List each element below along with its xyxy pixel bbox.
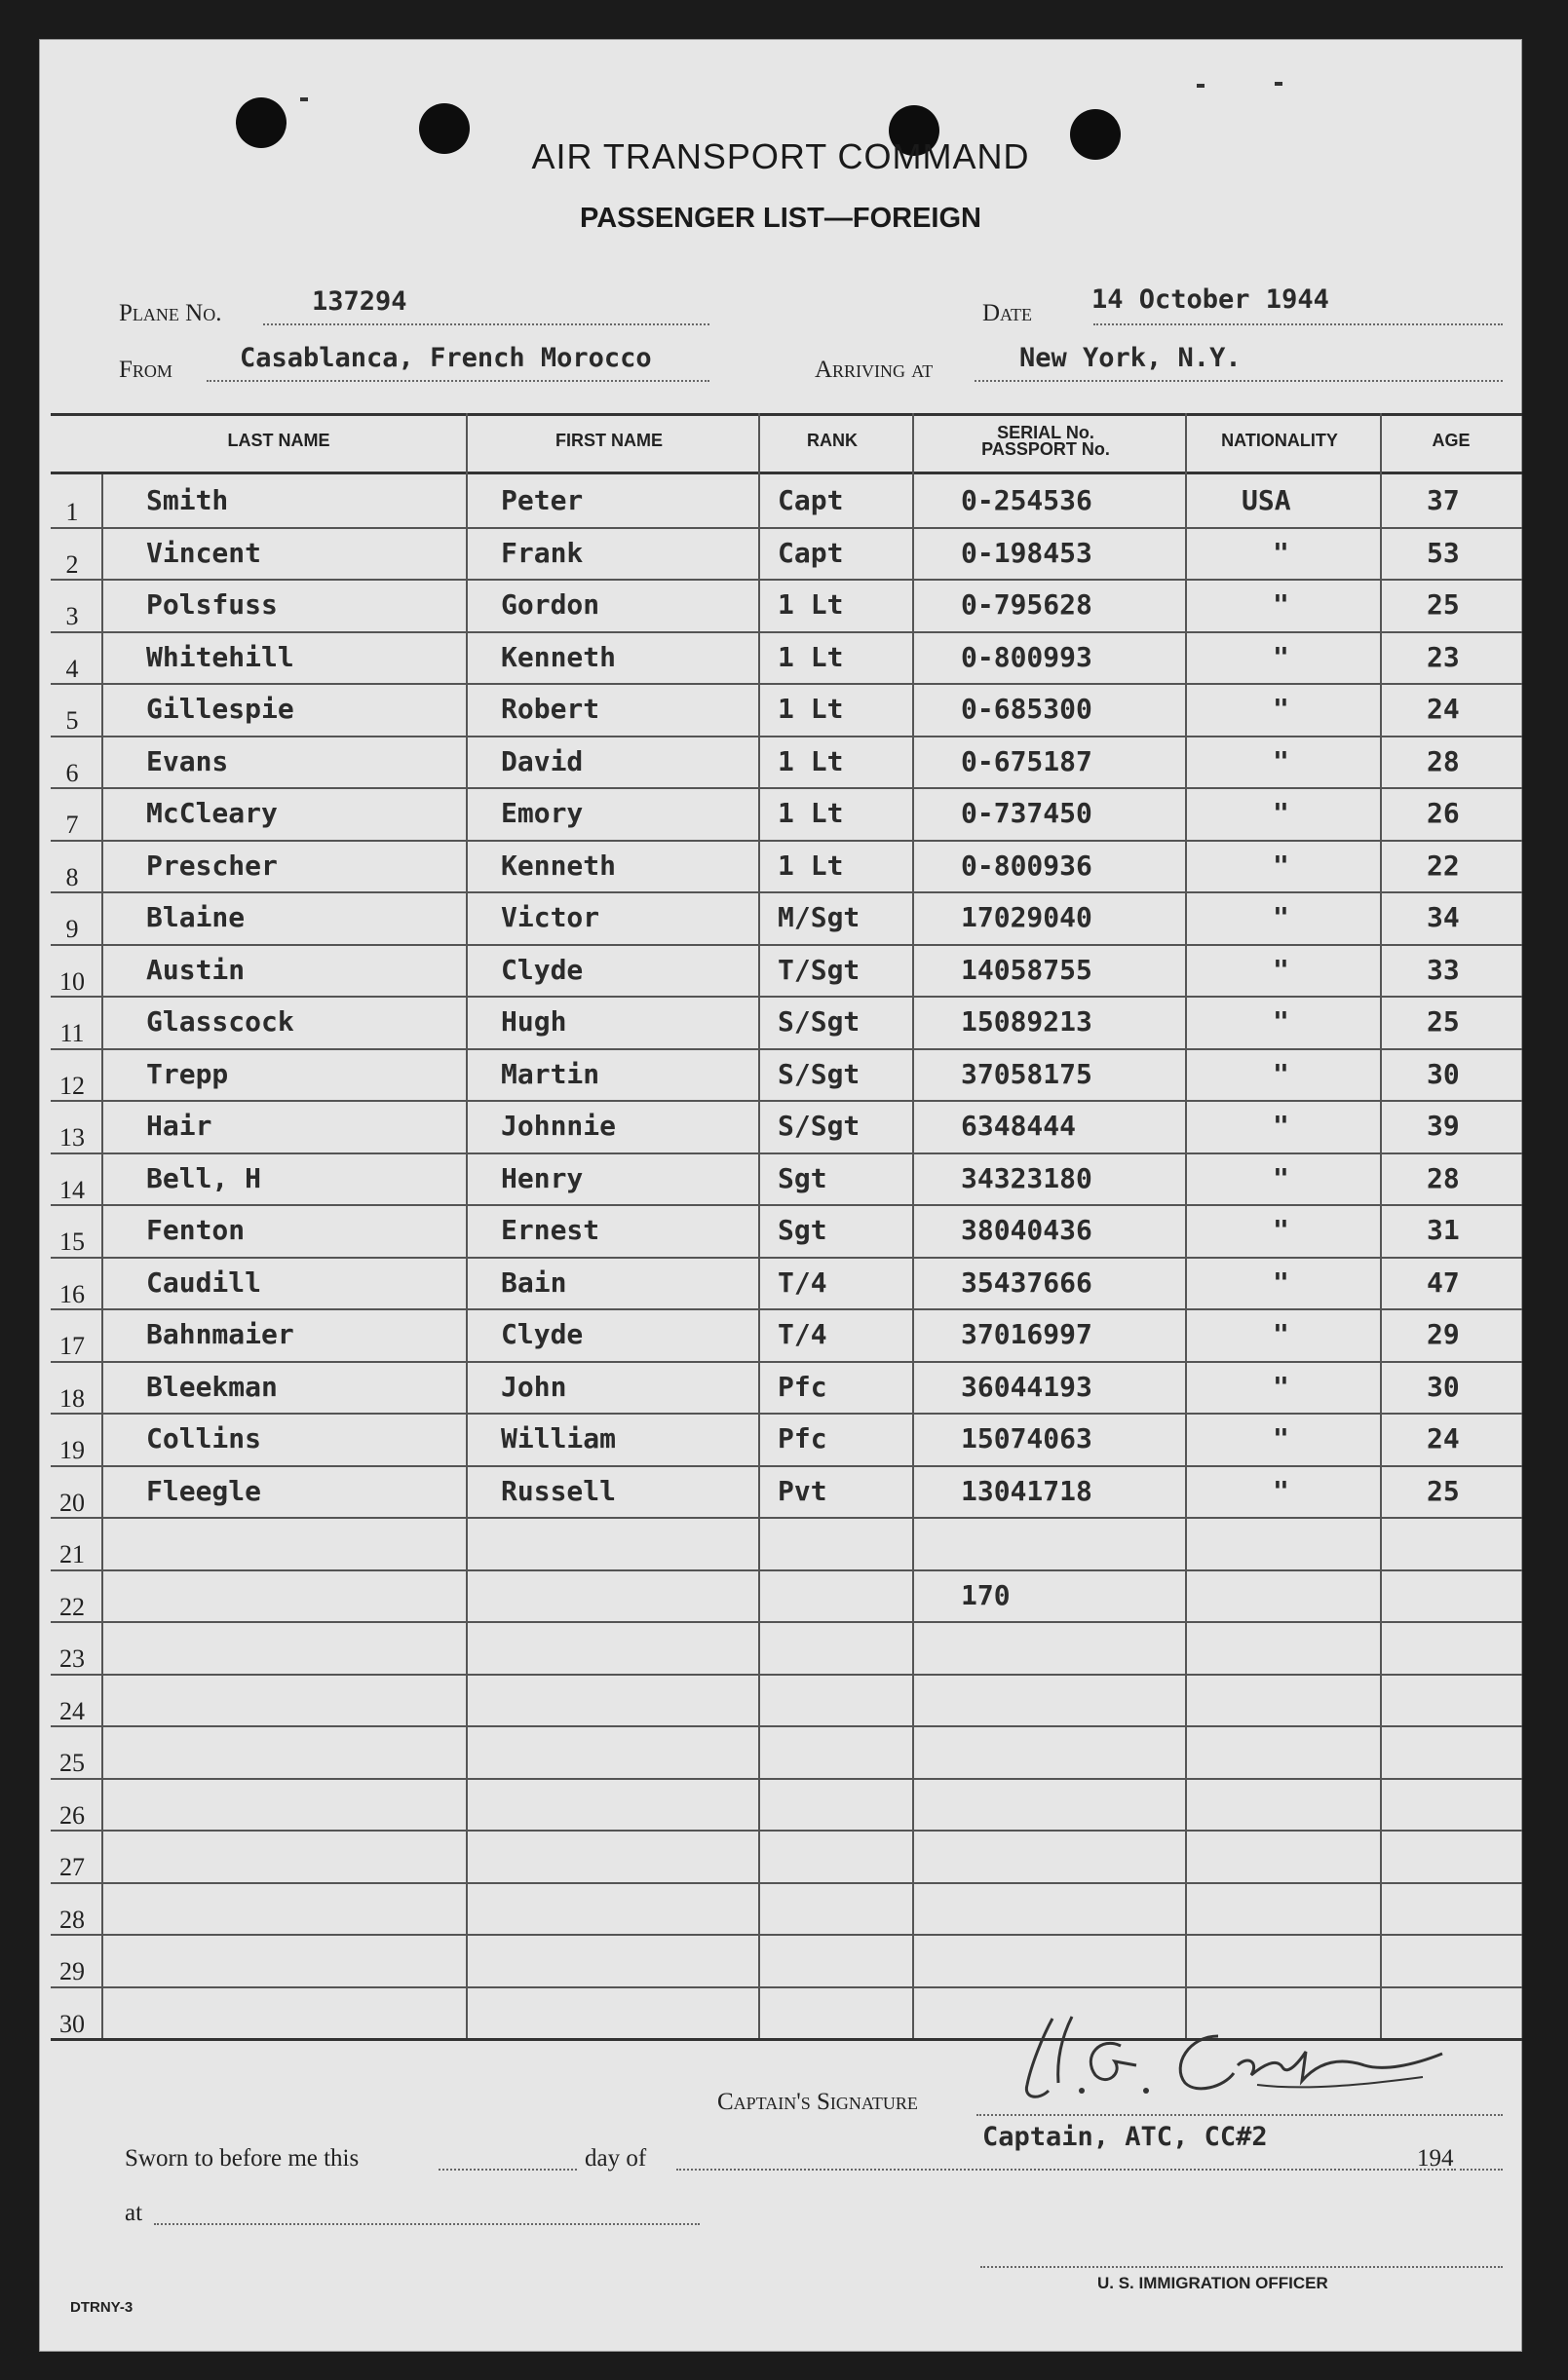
first-name-cell: Clyde (501, 1318, 584, 1350)
row-divider (51, 683, 1522, 685)
from-dotted-line (207, 380, 709, 382)
captain-signature-label: Captain's Signature (717, 2089, 918, 2115)
col-header-passport: PASSPORT No. (981, 439, 1110, 459)
last-name-cell: Gillespie (146, 693, 294, 725)
nationality-cell: " (1273, 744, 1289, 777)
serial-cell: 15074063 (961, 1422, 1092, 1454)
serial-cell: 170 (961, 1578, 1011, 1611)
row-number: 12 (59, 1071, 85, 1100)
row-number: 3 (65, 602, 79, 630)
nationality-cell: " (1273, 1474, 1289, 1507)
serial-cell: 38040436 (961, 1214, 1092, 1246)
row-number: 4 (65, 654, 79, 683)
row-divider (51, 1517, 1522, 1519)
officer-signature-line (980, 2266, 1503, 2268)
captain-title: Captain, ATC, CC#2 (982, 2122, 1268, 2152)
serial-cell: 15089213 (961, 1005, 1092, 1038)
rank-cell: Pfc (778, 1370, 827, 1403)
rank-cell: T/4 (778, 1318, 827, 1350)
arriving-label: Arriving at (815, 357, 934, 383)
last-name-cell: Trepp (146, 1057, 229, 1090)
first-name-cell: Gordon (501, 588, 600, 621)
row-divider (51, 996, 1522, 998)
rank-cell: S/Sgt (778, 1110, 860, 1142)
last-name-cell: Whitehill (146, 640, 294, 673)
last-name-cell: Polsfuss (146, 588, 278, 621)
serial-cell: 0-254536 (961, 484, 1092, 516)
row-number: 2 (65, 549, 79, 579)
rank-cell: 1 Lt (778, 588, 844, 621)
row-divider (51, 1048, 1522, 1050)
date-value: 14 October 1944 (1091, 284, 1329, 315)
row-divider (51, 1674, 1522, 1676)
rank-cell: Capt (778, 536, 844, 569)
row-divider (51, 1934, 1522, 1936)
serial-cell: 0-737450 (961, 797, 1092, 829)
sworn-text: Sworn to before me this (125, 2145, 360, 2172)
nationality-cell: " (1273, 901, 1289, 933)
first-name-cell: Kenneth (501, 640, 617, 673)
serial-cell: 13041718 (961, 1474, 1092, 1507)
row-number: 20 (59, 1488, 85, 1517)
document-subtitle: PASSENGER LIST—FOREIGN (580, 203, 981, 234)
row-number: 29 (59, 1957, 85, 1985)
row-divider (51, 891, 1522, 893)
last-name-cell: Glasscock (146, 1005, 294, 1038)
nationality-cell: " (1273, 953, 1289, 986)
first-name-cell: Clyde (501, 953, 584, 986)
table-row (51, 1778, 1522, 1831)
age-cell: 24 (1427, 1422, 1460, 1454)
from-label: From (119, 357, 172, 383)
last-name-cell: Caudill (146, 1266, 262, 1299)
row-number: 21 (59, 1540, 85, 1568)
row-number: 7 (65, 811, 79, 839)
row-divider (51, 1361, 1522, 1363)
officer-label: U. S. IMMIGRATION OFFICER (1097, 2274, 1328, 2292)
first-name-cell: Frank (501, 536, 584, 569)
plane-dotted-line (263, 323, 709, 325)
row-divider (51, 787, 1522, 789)
table-row (51, 1621, 1522, 1674)
age-cell: 39 (1427, 1110, 1460, 1142)
arriving-dotted-line (975, 380, 1503, 382)
row-divider (51, 1725, 1522, 1727)
row-divider (51, 1986, 1522, 1988)
day-of-text: day of (585, 2145, 647, 2172)
age-cell: 28 (1427, 1161, 1460, 1194)
row-divider (51, 1204, 1522, 1206)
age-cell: 24 (1427, 693, 1460, 725)
document-sheet (39, 39, 1522, 2352)
row-divider (51, 1413, 1522, 1415)
age-cell: 23 (1427, 640, 1460, 673)
age-cell: 25 (1427, 588, 1460, 621)
serial-cell: 36044193 (961, 1370, 1092, 1403)
age-cell: 22 (1427, 849, 1460, 882)
table-row (51, 1934, 1522, 1986)
rank-cell: Capt (778, 484, 844, 516)
nationality-cell: " (1273, 1110, 1289, 1142)
row-number: 23 (59, 1644, 85, 1673)
age-cell: 31 (1427, 1214, 1460, 1246)
serial-cell: 0-800993 (961, 640, 1092, 673)
first-name-cell: Robert (501, 693, 600, 725)
row-number: 26 (59, 1800, 85, 1830)
captain-signature-line (976, 2114, 1503, 2116)
at-label: at (125, 2200, 143, 2226)
last-name-cell: Blaine (146, 901, 246, 933)
at-line (154, 2223, 700, 2225)
rank-cell: T/Sgt (778, 953, 860, 986)
col-header-last-name: LAST NAME (227, 431, 330, 450)
row-number: 15 (59, 1228, 85, 1256)
table-row (51, 1882, 1522, 1935)
row-number: 27 (59, 1853, 85, 1881)
last-name-cell: Vincent (146, 536, 262, 569)
table-row (51, 1725, 1522, 1778)
nationality-cell: " (1273, 588, 1289, 621)
col-header-serial: SERIAL No. (997, 423, 1094, 442)
last-name-cell: Fenton (146, 1214, 246, 1246)
row-number: 10 (59, 966, 85, 996)
nationality-cell: USA (1242, 484, 1291, 516)
last-name-cell: Bell, H (146, 1161, 262, 1194)
first-name-cell: Hugh (501, 1005, 567, 1038)
nationality-cell: " (1273, 1161, 1289, 1194)
row-divider (51, 527, 1522, 529)
year-line (1460, 2169, 1503, 2171)
rank-cell: Sgt (778, 1161, 827, 1194)
row-divider (51, 631, 1522, 633)
first-name-cell: Russell (501, 1474, 617, 1507)
age-cell: 30 (1427, 1370, 1460, 1403)
serial-cell: 14058755 (961, 953, 1092, 986)
row-number: 28 (59, 1905, 85, 1934)
from-value: Casablanca, French Morocco (240, 343, 652, 373)
age-cell: 25 (1427, 1474, 1460, 1507)
sworn-month-line (676, 2169, 1456, 2171)
arriving-value: New York, N.Y. (1019, 343, 1242, 373)
row-divider (51, 1257, 1522, 1259)
nationality-cell: " (1273, 1370, 1289, 1403)
first-name-cell: Henry (501, 1161, 584, 1194)
row-divider (51, 1621, 1522, 1623)
serial-cell: 0-675187 (961, 744, 1092, 777)
row-number: 18 (59, 1383, 85, 1413)
row-divider (51, 1882, 1522, 1884)
serial-cell: 0-800936 (961, 849, 1092, 882)
row-number: 9 (65, 915, 79, 943)
last-name-cell: Bleekman (146, 1370, 278, 1403)
row-number: 5 (65, 706, 79, 735)
nationality-cell: " (1273, 640, 1289, 673)
row-divider (51, 1465, 1522, 1467)
serial-cell: 6348444 (961, 1110, 1077, 1142)
row-divider (51, 1100, 1522, 1102)
row-number: 6 (65, 758, 79, 787)
row-number: 13 (59, 1123, 85, 1152)
table-top-border (51, 413, 1522, 416)
row-number: 17 (59, 1332, 85, 1360)
row-divider (51, 1830, 1522, 1832)
last-name-cell: Smith (146, 484, 229, 516)
last-name-cell: Evans (146, 744, 229, 777)
rank-cell: 1 Lt (778, 797, 844, 829)
row-number: 22 (59, 1592, 85, 1621)
row-number: 8 (65, 862, 79, 891)
first-name-cell: David (501, 744, 584, 777)
last-name-cell: Austin (146, 953, 246, 986)
date-label: Date (982, 300, 1033, 326)
age-cell: 53 (1427, 536, 1460, 569)
serial-cell: 17029040 (961, 901, 1092, 933)
age-cell: 33 (1427, 953, 1460, 986)
nationality-cell: " (1273, 1005, 1289, 1038)
col-header-rank: RANK (807, 431, 858, 450)
sworn-day-line (439, 2169, 577, 2171)
nationality-cell: " (1273, 1214, 1289, 1246)
first-name-cell: Johnnie (501, 1110, 617, 1142)
rank-cell: Pfc (778, 1422, 827, 1454)
rank-cell: 1 Lt (778, 693, 844, 725)
row-number: 1 (65, 498, 79, 526)
row-divider (51, 1152, 1522, 1154)
first-name-cell: Peter (501, 484, 584, 516)
row-divider (51, 944, 1522, 946)
date-dotted-line (1093, 323, 1503, 325)
row-divider (51, 736, 1522, 737)
first-name-cell: Bain (501, 1266, 567, 1299)
age-cell: 37 (1427, 484, 1460, 516)
form-id: DTRNY-3 (70, 2299, 134, 2316)
last-name-cell: McCleary (146, 797, 278, 829)
first-name-cell: Martin (501, 1057, 600, 1090)
row-divider (51, 1569, 1522, 1571)
col-header-nationality: NATIONALITY (1221, 431, 1338, 450)
rank-cell: Pvt (778, 1474, 827, 1507)
serial-cell: 37058175 (961, 1057, 1092, 1090)
age-cell: 29 (1427, 1318, 1460, 1350)
row-number: 30 (59, 2009, 85, 2038)
year-text: 194 (1417, 2145, 1454, 2172)
row-divider (51, 579, 1522, 581)
col-header-first-name: FIRST NAME (555, 431, 663, 450)
first-name-cell: Kenneth (501, 849, 617, 882)
serial-cell: 37016997 (961, 1318, 1092, 1350)
row-number: 19 (59, 1436, 85, 1464)
row-number: 16 (59, 1279, 85, 1308)
age-cell: 26 (1427, 797, 1460, 829)
age-cell: 34 (1427, 901, 1460, 933)
nationality-cell: " (1273, 1057, 1289, 1090)
row-divider (51, 1308, 1522, 1310)
age-cell: 25 (1427, 1005, 1460, 1038)
captain-signature (1013, 1997, 1472, 2104)
table-row (51, 1517, 1522, 1569)
nationality-cell: " (1273, 797, 1289, 829)
age-cell: 47 (1427, 1266, 1460, 1299)
table-row (51, 1569, 1522, 1622)
col-header-age: AGE (1432, 431, 1471, 450)
rank-cell: 1 Lt (778, 640, 844, 673)
rank-cell: T/4 (778, 1266, 827, 1299)
row-divider (51, 840, 1522, 842)
last-name-cell: Collins (146, 1422, 262, 1454)
first-name-cell: Ernest (501, 1214, 600, 1246)
serial-cell: 34323180 (961, 1161, 1092, 1194)
serial-cell: 35437666 (961, 1266, 1092, 1299)
row-number: 14 (59, 1175, 85, 1204)
last-name-cell: Fleegle (146, 1474, 262, 1507)
plane-label: Plane No. (119, 300, 222, 326)
nationality-cell: " (1273, 1318, 1289, 1350)
row-number: 25 (59, 1749, 85, 1777)
serial-cell: 0-685300 (961, 693, 1092, 725)
row-divider (51, 1778, 1522, 1780)
first-name-cell: Victor (501, 901, 600, 933)
table-row (51, 1830, 1522, 1882)
rank-cell: S/Sgt (778, 1005, 860, 1038)
row-number: 24 (59, 1696, 85, 1725)
table-row (51, 1674, 1522, 1726)
serial-cell: 0-198453 (961, 536, 1092, 569)
age-cell: 28 (1427, 744, 1460, 777)
nationality-cell: " (1273, 849, 1289, 882)
row-number: 11 (59, 1019, 85, 1047)
nationality-cell: " (1273, 536, 1289, 569)
nationality-cell: " (1273, 1422, 1289, 1454)
rank-cell: M/Sgt (778, 901, 860, 933)
first-name-cell: Emory (501, 797, 584, 829)
age-cell: 30 (1427, 1057, 1460, 1090)
rank-cell: 1 Lt (778, 744, 844, 777)
plane-value: 137294 (312, 286, 407, 317)
last-name-cell: Prescher (146, 849, 278, 882)
document-title: AIR TRANSPORT COMMAND (531, 136, 1030, 176)
last-name-cell: Bahnmaier (146, 1318, 294, 1350)
first-name-cell: John (501, 1370, 567, 1403)
last-name-cell: Hair (146, 1110, 212, 1142)
rank-cell: S/Sgt (778, 1057, 860, 1090)
nationality-cell: " (1273, 1266, 1289, 1299)
first-name-cell: William (501, 1422, 617, 1454)
nationality-cell: " (1273, 693, 1289, 725)
rank-cell: Sgt (778, 1214, 827, 1246)
serial-cell: 0-795628 (961, 588, 1092, 621)
rank-cell: 1 Lt (778, 849, 844, 882)
